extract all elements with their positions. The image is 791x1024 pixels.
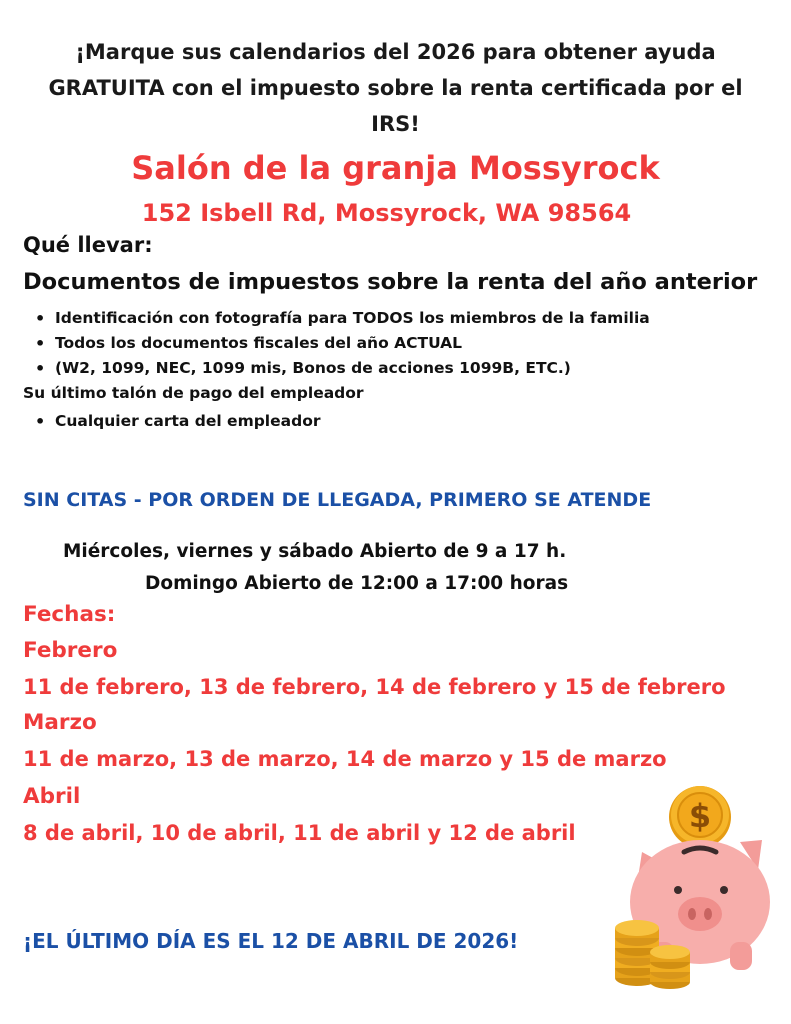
venue-name: Salón de la granja Mossyrock bbox=[131, 149, 660, 187]
what-to-bring-label: Qué llevar: bbox=[23, 233, 153, 257]
piggy-bank-icon bbox=[612, 782, 777, 992]
month-april: Abril bbox=[23, 784, 81, 809]
month-february: Febrero bbox=[23, 638, 118, 663]
dates-label: Fechas: bbox=[23, 602, 116, 627]
bring-list-2 bbox=[23, 409, 320, 434]
coin-icon bbox=[669, 786, 731, 848]
intro-line-1: ¡Marque sus calendarios del 2026 para obtener ayuda bbox=[75, 40, 716, 64]
paystub-text: Su último talón de pago del empleador bbox=[23, 384, 364, 402]
last-day-notice: ¡EL ÚLTIMO DÍA ES EL 12 DE ABRIL DE 2026! bbox=[23, 929, 519, 953]
intro-line-2: GRATUITA con el impuesto sobre la renta certificada por el bbox=[48, 76, 743, 100]
dates-april: 8 de abril, 10 de abril, 11 de abril y 12 de abril bbox=[23, 821, 576, 845]
venue-address: 152 Isbell Rd, Mossyrock, WA 98564 bbox=[141, 199, 632, 227]
hours-weekday: Miércoles, viernes y sábado Abierto de 9 a 17 h. bbox=[63, 541, 567, 562]
dates-february: 11 de febrero, 13 de febrero, 14 de febrero y 15 de febrero bbox=[23, 675, 726, 699]
coin-symbol: $ bbox=[688, 797, 712, 835]
list-item: • Todos los documentos fiscales del año ACTUAL bbox=[23, 331, 650, 356]
dates-march: 11 de marzo, 13 de marzo, 14 de marzo y 15 de marzo bbox=[23, 747, 667, 771]
walk-in-notice: SIN CITAS - POR ORDEN DE LLEGADA, PRIMERO SE ATENDE bbox=[23, 489, 652, 511]
hours-sunday: Domingo Abierto de 12:00 a 17:00 horas bbox=[145, 573, 569, 594]
list-item: • (W2, 1099, NEC, 1099 mis, Bonos de acciones 1099B, ETC.) bbox=[23, 356, 650, 381]
intro-text bbox=[20, 34, 771, 142]
list-item: • Identificación con fotografía para TODOS los miembros de la familia bbox=[23, 306, 650, 331]
bring-list bbox=[23, 306, 650, 381]
month-march: Marzo bbox=[23, 710, 97, 735]
documents-heading: Documentos de impuestos sobre la renta del año anterior bbox=[23, 269, 758, 295]
intro-line-3: IRS! bbox=[371, 112, 420, 136]
list-item: • Cualquier carta del empleador bbox=[23, 409, 320, 434]
